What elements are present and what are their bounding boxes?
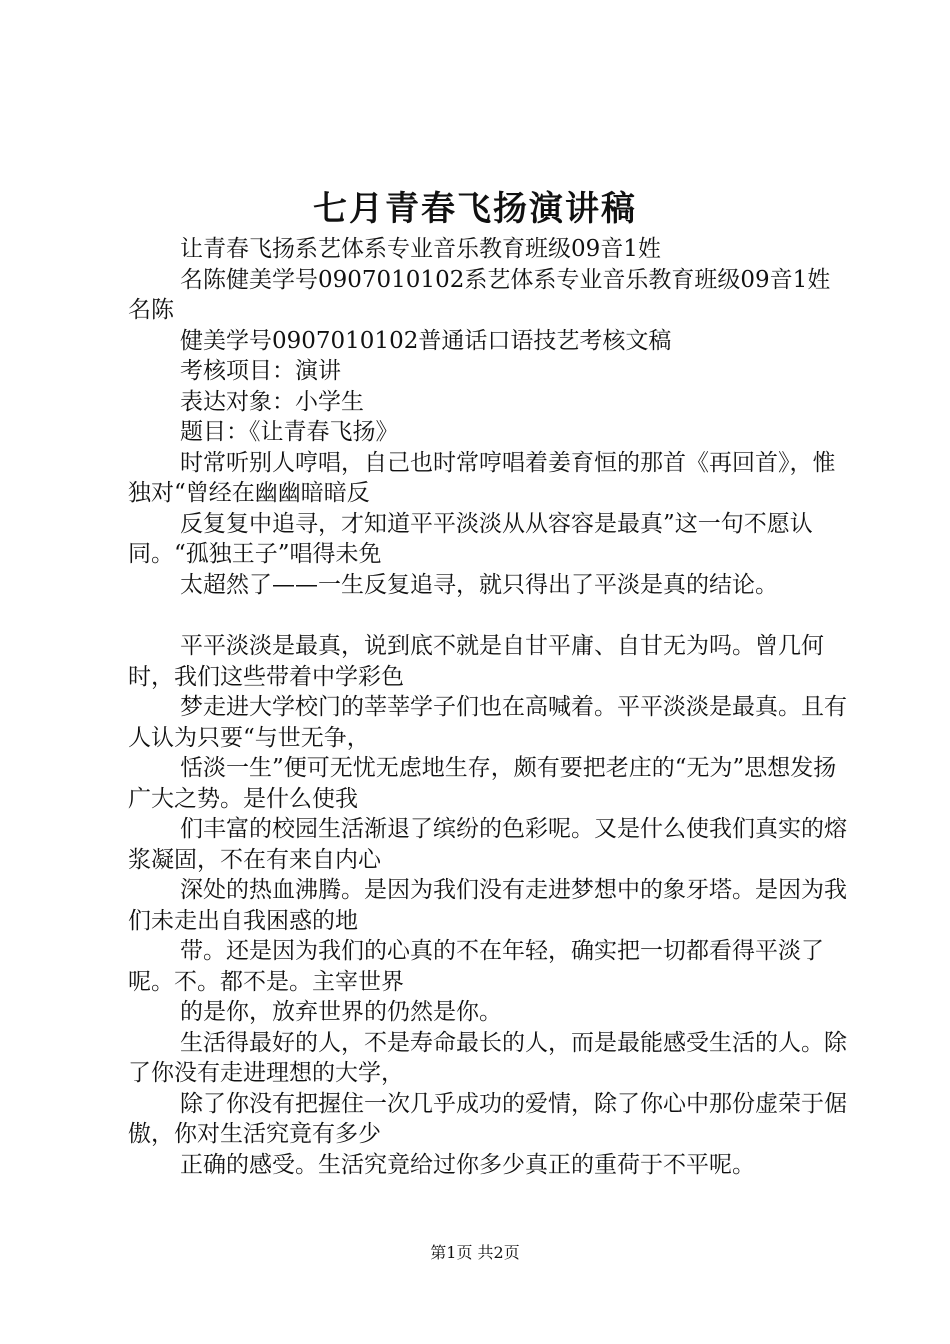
document-body — [128, 234, 848, 1180]
paragraph: 表达对象：小学生 — [180, 388, 364, 415]
paragraph: 太超然了——一生反复追寻，就只得出了平淡是真的结论。 — [180, 571, 778, 598]
paragraph: 题目：《让青春飞扬》 — [180, 419, 399, 445]
paragraph: 们丰富的校园生活渐退了缤纷的色彩呢。又是什么使我们真实的熔浆凝固，不在有来自内心 — [128, 816, 847, 873]
paragraph: 带。还是因为我们的心真的不在年轻，确实把一切都看得平淡了呢。不。都不是。主宰世界 — [128, 938, 824, 995]
paragraph: 正确的感受。生活究竟给过你多少真正的重荷于不平呢。 — [180, 1151, 755, 1178]
paragraph: 名陈健美学号0907010102系艺体系专业音乐教育班级09音1姓名陈 — [128, 266, 831, 323]
paragraph: 的是你，放弃世界的仍然是你。 — [180, 999, 502, 1025]
paragraph: 生活得最好的人，不是寿命最长的人，而是最能感受生活的人。除了你没有走进理想的大学， — [128, 1029, 847, 1086]
paragraph: 恬淡一生”便可无忧无虑地生存，颇有要把老庄的“无为”思想发扬广大之势。是什么使我 — [128, 755, 837, 812]
paragraph: 除了你没有把握住一次几乎成功的爱情，除了你心中那份虚荣于倨傲，你对生活究竟有多少 — [128, 1090, 847, 1147]
document-title: 七月青春飞扬演讲稿 — [313, 189, 637, 229]
paragraph: 反复复中追寻，才知道平平淡淡从从容容是最真”这一句不愿认同。“孤独王子”唱得未免 — [128, 510, 813, 567]
paragraph: 时常听别人哼唱，自己也时常哼唱着姜育恒的那首《再回首》，惟独对“曾经在幽幽暗暗反 — [128, 449, 836, 506]
paragraph: 平平淡淡是最真，说到底不就是自甘平庸、自甘无为吗。曾几何时，我们这些带着中学彩色 — [128, 633, 824, 690]
page-number: 第1页 共2页 — [430, 1243, 520, 1262]
paragraph: 梦走进大学校门的莘莘学子们也在高喊着。平平淡淡是最真。且有人认为只要“与世无争， — [128, 694, 847, 751]
paragraph: 健美学号0907010102普通话口语技艺考核文稿 — [180, 327, 672, 354]
paragraph: 考核项目：演讲 — [180, 358, 341, 384]
paragraph: 深处的热血沸腾。是因为我们没有走进梦想中的象牙塔。是因为我们未走出自我困惑的地 — [128, 877, 847, 934]
paragraph: 让青春飞扬系艺体系专业音乐教育班级09音1姓 — [180, 236, 661, 262]
